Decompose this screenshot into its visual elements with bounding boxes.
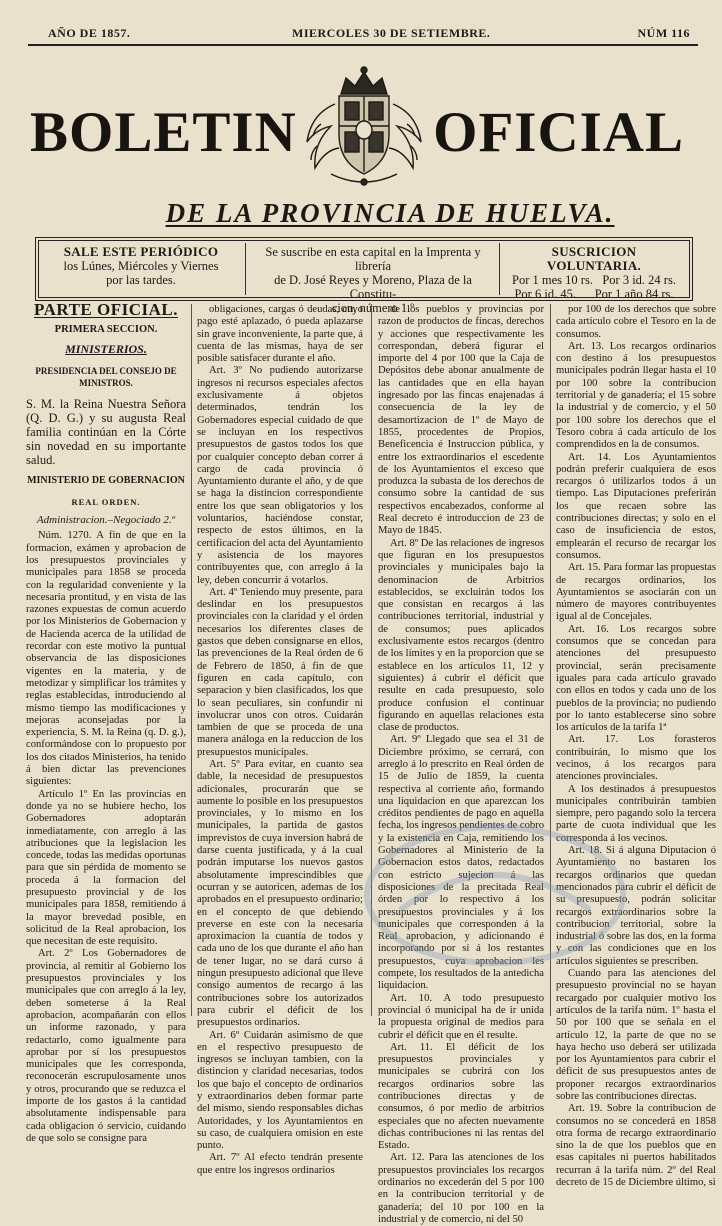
paragraph: Núm. 1270. A fin de que en la formacion, exámen y aprobacion de los presupuestos provinciales y municipales para 1858 se proceda con la regularidad conveniente y la necesaria prontitud, y en vista de las razones expuestas de comun acuerdo por los Ministerios de Gobernacion y de Hacienda acerca de la utilidad de recordar con este motivo la puntual observancia de las disposiciones vigentes en la materia, y de metodizar y simplificar los trámites y reglas establecidas, introduciendo al mismo tiempo las modificaciones y mejoras aconsejadas por la experiencia, S. M. la Reina (q. D. g.), conformándose con lo propuesto por los dos citados Ministerios, ha tenido á bien dictar las prevenciones siguientes: bbox=[26, 530, 186, 788]
paragraph: Art. 4º Teniendo muy presente, para deslindar en los presupuestos provinciales con la claridad y el órden necesarios los diferentes clases de gastos que deben consignarse en ellos, las prevenciones de la Real órden de 6 de Febrero de 1850, á fin de que figuren en cada capítulo, con separacion y bien clasificados, los que lo sean peculiares, sin confundir ni involucrar unos con otros. Cuidarán tambien de que se proceda de una manera análoga en la reduccion de los presupuestos municipales. bbox=[197, 586, 363, 758]
sale-days: los Lúnes, Miércoles y Viernes bbox=[63, 259, 219, 273]
box-divider bbox=[499, 243, 500, 295]
paragraph: Art. 7º Al efecto tendrán presente que entre los ingresos ordinarios bbox=[197, 1152, 363, 1176]
paragraph: Art. 8º De las relaciones de ingresos que figuran en los presupuestos provinciales y municipales bajo la denominacion de Arbitrios establecidos, se excluirán todos los que consistan en recargos á las contribuciones territorial, industrial y de consumos; pues aplicados exclusivamente estos recargos (dentro de los límites y en la proporcion que se establece en los artículos 11, 12 y siguientes) á cubrir el déficit que resulte en cada presupuesto, solo produce confusion el continuar figurando en aquellas relaciones esta clase de productos. bbox=[378, 537, 544, 734]
subs-line-3: cion, número 1.º bbox=[331, 301, 415, 315]
paragraph: Art. 12. Para las atenciones de los presupuestos provinciales los recargos ordinarios no excederán del 5 por 100 en la contribucion territorial y de ganadería; del 10 por 100 en la industrial y de comercio, ni del 50 bbox=[378, 1152, 544, 1225]
heading-real-orden: REAL ORDEN. bbox=[71, 496, 141, 507]
paragraph: Art. 3º No pudiendo autorizarse ingresos ni recursos especiales afectos exclusivamente á objetos determinados, tendrán los Gobernadores especial cuidado de que se incluyan en los respectivos presupuestos de gastos todos los que por cualquier concepto deban correr á cargo de cada provincia ó Ayuntamiento durante el año, y de que se haga la distincion correspondiente entre los que sean obligatorios y los voluntarios, haciéndose constar, respecto de estos últimos, en la certificacion del acta del Ayuntamiento y asistencia de los mayores contribuyentes que, con arreglo á la ley, deben concurrir á votarlos. bbox=[197, 365, 363, 586]
masthead-topline bbox=[44, 26, 694, 44]
title-boletin: BOLETIN bbox=[30, 101, 297, 164]
issue-number: NÚM 116 bbox=[637, 26, 690, 40]
prices-heading: SUSCRICION VOLUNTARIA. bbox=[546, 244, 642, 273]
paragraph: Art. 14. Los Ayuntamientos podrán preferir cualquiera de esos recargos ó utilizarlos todos á un tiempo. Las Diputaciones preferirán los que recaen sobre las contribuciones directas; y solo en el caso de insuficiencia de estos, emplearán el recurso de recargar los consumos. bbox=[556, 451, 716, 561]
heading-presidencia: PRESIDENCIA DEL CONSEJO DE MINISTROS. bbox=[35, 365, 177, 389]
column-4 bbox=[556, 304, 716, 1189]
paragraph: de los pueblos y provincias por razon de productos de fincas, derechos y acciones que respectivamente les correspondan, deberá figurar el importe del 4 por 100 que la Caja de Depósitos debe abonar anualmente de las cantidades que en ella hayan ingresado por las fincas enajenadas á consecuencia de la ley de desamortizacion de 1º de Mayo de 1855, procedentes de Propios, Beneficencia é Instruccion pública, y entre los extraordinarios el escedente de los Ayuntamientos el exceso que produzca la subasta de los derechos de consumo sobre la cantidad de sus respectivos encabezados, conforme al Real decreto é introduccion de 23 de Mayo de 1845. bbox=[378, 304, 544, 537]
paragraph: por 100 de los derechos que sobre cada artículo cobre el Tesoro en la de consumos. bbox=[556, 304, 716, 340]
year: AÑO DE 1857. bbox=[48, 26, 131, 40]
paragraph: Art. 17. Los forasteros contribuirán, lo mismo que los vecinos, á los recargos para atenciones provinciales. bbox=[556, 734, 716, 783]
subtitle: DE LA PROVINCIA DE HUELVA. bbox=[165, 198, 615, 228]
royal-crest-icon bbox=[291, 64, 437, 192]
paragraph: Art. 5º Para evitar, en cuanto sea dable, la necesidad de presupuestos adicionales, procurarán que se aumente lo posible en los presupuestos provinciales, y lo mismo en los municipales, la partida de gastos imprevistos de cuya inversion habrá de darse cuenta justificada, y á la cual podrán imputarse los nuevos gastos absolutamente imprescindibles que ocurran y se autoricen, ademas de los aprobados en el presupuesto ordinario; en el concepto de que debiendo preverse en este con la necesaria aproximacion la cuantía de todos y cada uno de los que durante el año han de tener lugar, no se dará curso á ningun presupuesto adicional que lleve consigo aumentos de recargo á las contribuciones sobre los autorizados para cubrir el déficit de los presupuestos ordinarios. bbox=[197, 758, 363, 1029]
paragraph: Art. 18. Si á alguna Diputacion ó Ayuntamiento no bastaren los recargos ordinarios que quedan mencionados para cubrir el déficit de su presupuesto, podrán solicitar recargos extraordinarios sobre la contribucion territorial, sobre la industrial ó sobre las dos, en la forma y con las condiciones que en los artículos siguientes se prescriben. bbox=[556, 845, 716, 967]
column-rule bbox=[550, 304, 551, 1016]
sale-time: por las tardes. bbox=[106, 273, 176, 287]
issue-date: MIERCOLES 30 DE SETIEMBRE. bbox=[292, 26, 491, 40]
section-heading-parte-oficial: PARTE OFICIAL. bbox=[34, 300, 178, 319]
subs-line-2: de D. José Reyes y Moreno, Plaza de la Constitu- bbox=[274, 273, 472, 301]
subs-line-1: Se suscribe en esta capital en la Imprenta y librería bbox=[265, 245, 481, 273]
paragraph: Art. 13. Los recargos ordinarios con destino á los presupuestos municipales podrán llegar hasta el 10 por 100 sobre la contribucion territorial y de ganadería; el 15 sobre la industrial y de comercio, y el 50 por 100 sobre los derechos que el Tesoro cobra á cada artículo de los comprendidos en la de consumos. bbox=[556, 340, 716, 451]
column-rule bbox=[371, 304, 372, 1016]
sale-heading: SALE ESTE PERIÓDICO bbox=[63, 244, 219, 259]
paragraph: Art. 2º Los Gobernadores de provincia, al remitir al Gobierno los presupuestos provinciales y los municipales que con arreglo á la ley, deben someterse á la Real aprobacion, acompañarán con ellos un informe razonado, y para redactarlo, como igualmente para aprobar por sí los presupuestos municipales que les corresponda, reconocerán escrupulosamente unos y otros, procurando que se reduzca el importe de los gastos á la cantidad absolutamente indispensable para cada obligacion ó servicio, cuidando de que solo se consigne para bbox=[26, 948, 186, 1144]
administracion-line: Administracion.–Negociado 2.º bbox=[36, 514, 176, 527]
box-divider bbox=[245, 243, 246, 295]
sale-info bbox=[43, 245, 239, 287]
column-rule bbox=[191, 304, 192, 1016]
paragraph: obligaciones, cargas ó deudas, cuyo pago esté aplazado, ó pueda aplazarse sin grave inconveniente, la parte que, á cuenta de las mismas, haya de ser posible satisfacer durante el año. bbox=[197, 304, 363, 365]
paragraph: Art. 6º Cuidarán asimismo de que en el respectivo presupuesto de ingresos se incluyan tambien, con la distincion y claridad necesarias, todos los que bajo el concepto de ordinarios y extraordinarios deben formar parte del mismo, siendo responsables dichas Autoridades, y los Ayuntamientos en su caso, de cualquiera omision en este punto. bbox=[197, 1029, 363, 1152]
column-2 bbox=[197, 304, 363, 1176]
title-oficial: OFICIAL bbox=[433, 101, 684, 164]
column-1 bbox=[26, 300, 186, 1144]
paragraph: Art. 10. A todo presupuesto provincial ó municipal ha de ir unida la propuesta original de medios para cubrir el déficit que en él resulte. bbox=[378, 992, 544, 1041]
column-3 bbox=[378, 304, 544, 1225]
prices-line-2: Por 6 id. 45. Por 1 año 84 rs. bbox=[514, 287, 674, 301]
paragraph: Art. 15. Para formar las propuestas de recargos ordinarios, los Ayuntamientos se asociarán con un número de mayores contribuyentes igual al de Concejales. bbox=[556, 562, 716, 623]
paragraph: Art. 11. El déficit de los presupuestos provinciales y municipales se cubrirá con los recargos ordinarios sobre las contribuciones directas y de consumos, ó por medio de arbitrios especiales que no afecten nuevamente dichas contribuciones ni las rentas del Estado. bbox=[378, 1041, 544, 1152]
heading-ministerios: MINISTERIOS. bbox=[65, 341, 147, 356]
subscription-prices bbox=[503, 245, 685, 301]
section-primera: PRIMERA SECCION. bbox=[54, 324, 158, 336]
royal-health-notice: S. M. la Reina Nuestra Señora (Q. D. G.) y su augusta Real familia continúan en la Córte sin novedad en su importante salud. bbox=[26, 397, 186, 468]
heading-ministerio-gobernacion: MINISTERIO DE GOBERNACION bbox=[27, 475, 185, 487]
paragraph: Cuando para las atenciones del presupuesto provincial no se hayan recargado por cualquier motivo los artículos de la tarifa núm. 1º hasta el 50 por 100 que se señala en el artículo 12, la parte de que no se haya hecho uso deberá ser utilizada por los Ayuntamientos para cubrir el déficit de sus presupuestos antes de proponer recargos extraordinarios sobre las contribuciones directas. bbox=[556, 968, 716, 1102]
paragraph: Art. 16. Los recargos sobre consumos que se concedan para atenciones del presupuesto provincial, serán precisamente iguales para cada artículo gravado con ellos en todos y cada uno de los pueblos de la provincia; no pudiendo por lo tanto establecerse sino sobre los artículos de la tarifa 1ª bbox=[556, 623, 716, 734]
top-rule bbox=[28, 44, 698, 46]
prices-line-1: Por 1 mes 10 rs. Por 3 id. 24 rs. bbox=[512, 273, 676, 287]
paragraph: Art. 9º Llegado que sea el 31 de Diciembre próximo, se cerrará, con arreglo á lo prescrito en Real órden de 15 de Julio de 1859, la cuenta respectiva al corriente año, formando una liquidacion en que aparezcan los créditos pendientes de pago en aquella fecha, los ingresos pendientes de cobro y la existencia en Caja, remitiendo los Gobernadores al Ministerio de la Gobernacion estos datos, redactados con estricto sujecion á las disposiciones de la precitada Real órden por lo respectivo á los presupuestos provinciales y á los municipales que corresponden á la Real aprobacion, y adicionando é incorporando por sí á los restantes presupuestos, cuya aprobacion les compete, los resultados de la antedicha liquidacion. bbox=[378, 734, 544, 992]
paragraph: Art. 19. Sobre la contribucion de consumos no se concederá en 1858 otra forma de recargo extraordinario sino la de que los pueblos que en esas capitales ni puertos habilitados recurran á la tarifa núm. 2º del Real decreto de 15 de Diciembre último, si bbox=[556, 1103, 716, 1189]
paragraph: A los destinados á presupuestos municipales contribuirán tambien siempre, pero pagando solo la tercera parte de cuota individual que les corresponda á los vecinos. bbox=[556, 783, 716, 844]
paragraph: Artículo 1º En las provincias en donde ya no se hubiere hecho, los Gobernadores adoptarán inmediatamente, con arreglo á las atribuciones que la legislacion les concede, todas las medidas oportunas para que sin pérdida de momento se proceda á la formacion del presupuesto provincial y de los municipales para 1858, remitiendo á la mayor brevedad posible, en solicitud de la Real aprobacion, los que necesitan de este requisito. bbox=[26, 788, 186, 948]
